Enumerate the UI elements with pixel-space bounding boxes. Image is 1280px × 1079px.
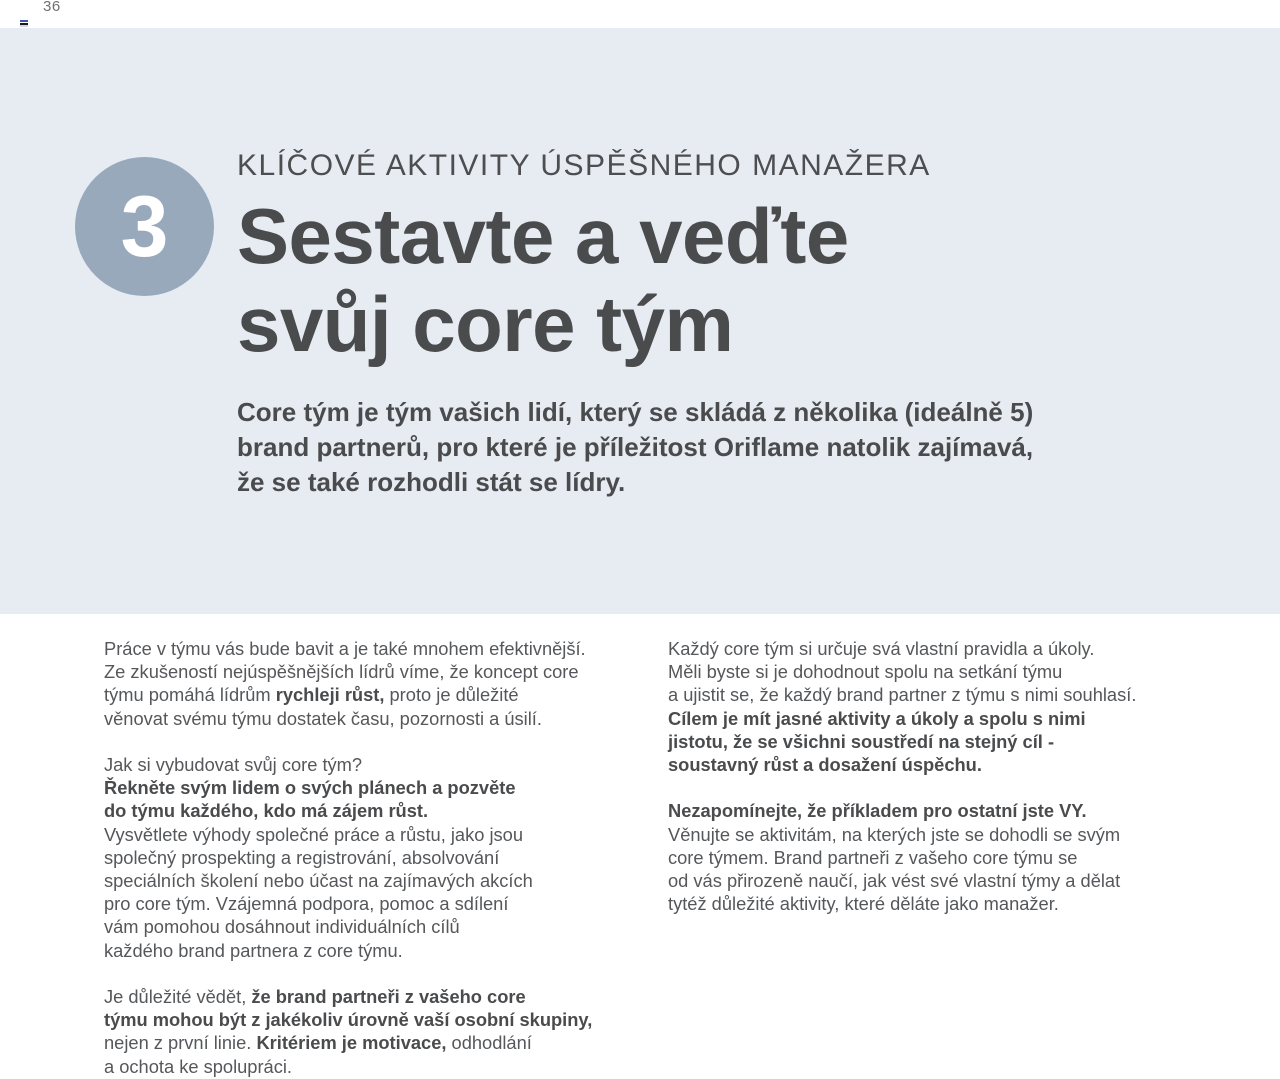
text-line: a ujistit se, že každý brand partner z týmu s nimi souhlasí. <box>668 684 1137 706</box>
step-number-badge: 3 <box>75 157 214 296</box>
text-line: Každý core tým si určuje svá vlastní pravidla a úkoly. <box>668 638 1095 659</box>
text-line: a ochota ke spolupráci. <box>104 1055 293 1077</box>
emphasis-text: týmu mohou být z jakékoliv úrovně vaší osobní skupiny, <box>104 1009 593 1031</box>
lead-paragraph <box>237 395 1137 500</box>
text-line: pro core tým. Vzájemná podpora, pomoc a sdílení <box>104 893 509 915</box>
right-column <box>668 637 1208 915</box>
emphasis-text: do týmu každého, kdo má zájem růst. <box>104 800 429 822</box>
emphasis-text: Řekněte svým lidem o svých plánech a pozvěte <box>104 777 516 799</box>
page-title <box>237 192 849 368</box>
text-line: core týmem. Brand partneři z vašeho core týmu se <box>668 846 1078 868</box>
text-line: vám pomohou dosáhnout individuálních cílů <box>104 916 460 938</box>
text-line <box>668 753 1208 776</box>
text-line <box>668 799 1208 822</box>
text-line: tytéž důležité aktivity, které děláte jako manažer. <box>668 893 1059 915</box>
top-bar <box>0 0 1280 28</box>
emphasis-text: rychleji růst, <box>275 684 385 706</box>
emphasis-text: soustavný růst a dosažení úspěchu. <box>668 754 982 776</box>
section-kicker: KLÍČOVÉ AKTIVITY ÚSPĚŠNÉHO MANAŽERA <box>237 149 931 182</box>
paragraph-important <box>104 985 644 1078</box>
left-column <box>104 637 644 1078</box>
text-line: Ze zkušeností nejúspěšnějších lídrů víme, že koncept core <box>104 661 579 683</box>
text-line: od vás přirozeně naučí, jak vést své vlastní týmy a dělat <box>668 870 1121 892</box>
emphasis-text: Nezapomínejte, že příkladem pro ostatní jste VY. <box>668 800 1087 822</box>
text-run: Je důležité vědět, <box>104 986 252 1008</box>
text-line: věnovat svému týmu dostatek času, pozornosti a úsilí. <box>104 707 542 729</box>
emphasis-text: Cílem je mít jasné aktivity a úkoly a spolu s nimi <box>668 707 1086 729</box>
lead-line: brand partnerů, pro které je příležitost Oriflame natolik zajímavá, <box>237 432 1034 462</box>
text-run: nejen z první linie. <box>104 1032 257 1054</box>
text-run: proto je důležité <box>384 684 519 706</box>
text-line <box>104 776 644 799</box>
title-line: Sestavte a veďte <box>237 192 849 280</box>
lead-line: Core tým je tým vašich lidí, který se skládá z několika (ideálně 5) <box>237 397 1034 427</box>
text-run: odhodlání <box>446 1032 532 1054</box>
text-line <box>104 683 644 706</box>
text-line: Věnujte se aktivitám, na kterých jste se dohodli se svým <box>668 823 1121 845</box>
text-line: společný prospekting a registrování, absolvování <box>104 846 500 868</box>
text-line: Práce v týmu vás bude bavit a je také mnohem efektivnější. <box>104 638 586 659</box>
flag-icon <box>20 20 28 27</box>
text-line <box>104 1008 644 1031</box>
text-line: speciálních školení nebo účast na zajímavých akcích <box>104 870 533 892</box>
page-number: 36 <box>43 0 61 15</box>
hero-section <box>0 28 1280 614</box>
text-line <box>104 985 644 1008</box>
text-line: Vysvětlete výhody společné práce a růstu, jako jsou <box>104 823 524 845</box>
text-run: týmu pomáhá lídrům <box>104 684 276 706</box>
paragraph-example <box>668 799 1208 915</box>
text-line: každého brand partnera z core týmu. <box>104 939 403 961</box>
emphasis-text: Kritériem je motivace, <box>256 1032 447 1054</box>
paragraph-rules <box>668 637 1208 776</box>
emphasis-text: jistotu, že se všichni soustředí na stejný cíl - <box>668 730 1055 752</box>
text-line: Měli byste si je dohodnout spolu na setkání týmu <box>668 661 1063 683</box>
title-line: svůj core tým <box>237 280 734 368</box>
text-line <box>668 730 1208 753</box>
emphasis-text: že brand partneři z vašeho core <box>251 986 526 1008</box>
text-line: Jak si vybudovat svůj core tým? <box>104 754 363 775</box>
text-line <box>104 1031 644 1054</box>
paragraph-how-to-build <box>104 753 644 962</box>
lead-line: že se také rozhodli stát se lídry. <box>237 467 626 497</box>
text-line <box>104 799 644 822</box>
text-line <box>668 707 1208 730</box>
paragraph-team-benefits <box>104 637 644 730</box>
